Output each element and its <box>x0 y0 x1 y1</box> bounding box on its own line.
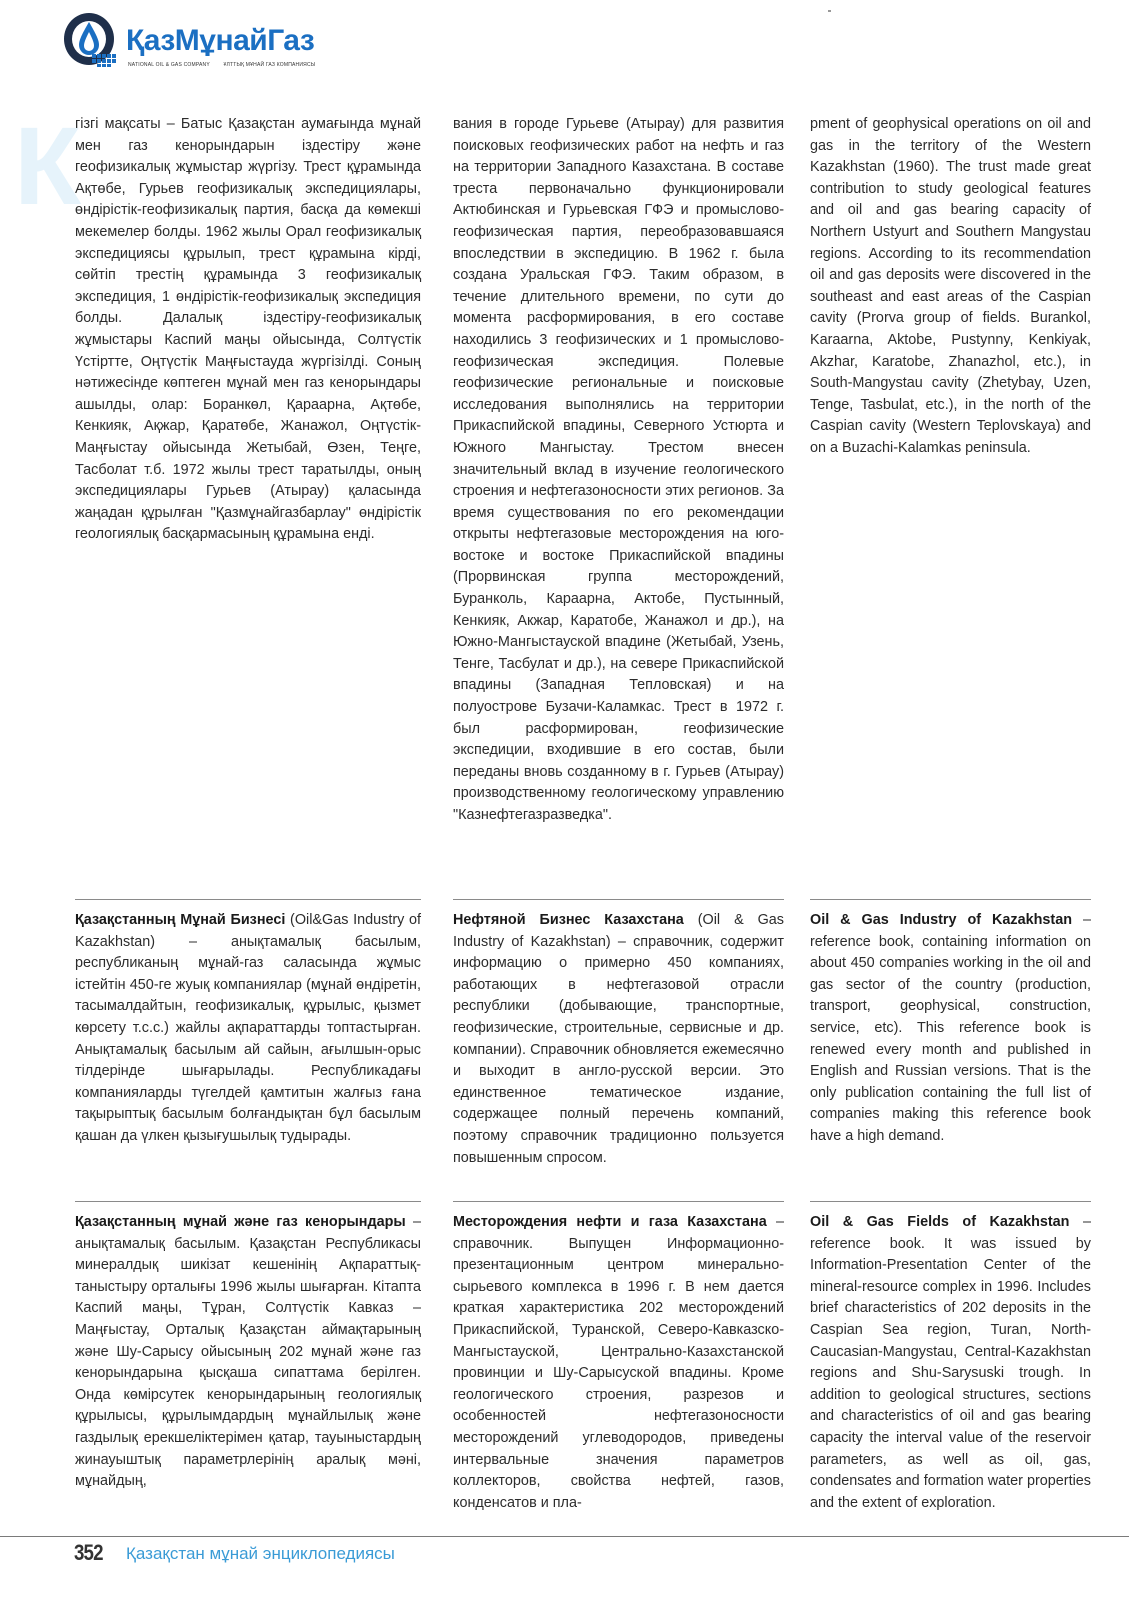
column-rule <box>75 1201 421 1202</box>
entry-title: Қазақстанның Мұнай Бизнесі <box>75 912 286 928</box>
entry-oil-gas-fields-ru <box>453 1212 784 1514</box>
entry-body: – справочник. Выпущен Информационно-презентационным центром минерально-сырьевого комплекса в 1996 г. В нем дается краткая характеристика 202 месторождений Прикаспийской, Туранской, Северо-Кавказско-Мангыстауской, Центрально-Казахстанской провинции и Шу-Сарысуской впадины. Кроме геологического строения, разрезов и особенностей нефтегазоносности месторождений углеводородов, приведены интервальные значения параметров коллекторов, свойства нефтей, газов, конденсатов и пла- <box>453 1214 784 1511</box>
brand-subtitle-en: NATIONAL OIL & GAS COMPANY <box>128 62 210 68</box>
brand-subtitle <box>128 62 327 68</box>
entry-body: (Oil&Gas Industry of Kazakhstan) – анықтамалық басылым, республиканың мұнай-газ саласында жұмыс істейтін 450-ге жуық компаниялар (мұнай өндіретін, тасымалдайтын, геофизикалық, құрылыс, қызмет көрсету т.с.с.) жайлы ақпараттарды топтастырған. Анықтамалық басылым ай сайын, ағылшын-орыс тілдерінде шығарылады. Республикадағы компанияларды түгелдей қамтитын жалғыз ғана тақырыптық басылым болғандықтан бұл басылым қашан да үлкен қызығушылық тудырады. <box>75 912 421 1144</box>
entry-oil-gas-industry-en <box>810 910 1091 1148</box>
entry-title: Қазақстанның мұнай және газ кенорындары <box>75 1214 406 1230</box>
entry-oil-gas-industry-ru <box>453 910 784 1169</box>
column-rule <box>453 899 784 900</box>
column-rule <box>810 1201 1091 1202</box>
column-rule <box>453 1201 784 1202</box>
entry-oil-gas-industry-kz <box>75 910 421 1148</box>
brand-name: ҚазМұнайГаз <box>126 24 315 57</box>
entry-body: – анықтамалық басылым. Қазақстан Республикасы минералдық шикізат кешенінің Ақпараттық-таныстыру орталығы 1996 жылы шығарған. Кітапта Каспий маңы, Тұран, Солтүстік Кавказ – Маңғыстау, Орталық Қазақстан аймақтарының және Шу-Сарысу ойысының 202 мұнай және газ кенорындарына қысқаша сипаттама берілген. Онда көмірсутек кенорындарының геологиялық құрылысы, құрылымдардың мұнайлылық және газдылық ерекшеліктерімен қатар, тауыныстардың жинауыштық параметрлерінің аралық мәні, мұнайдың, <box>75 1214 421 1490</box>
page-number: 352 <box>74 1540 103 1565</box>
column-rule <box>810 899 1091 900</box>
entry-title: Месторождения нефти и газа Казахстана <box>453 1214 767 1230</box>
kazmunaigaz-emblem-icon <box>62 12 120 68</box>
article-kz-text: гізгі мақсаты – Батыс Қазақстан аумағында мұнай мен газ кенорындарын іздестіру және геофизикалық жұмыстар жүргізу. Трест құрамында Ақтөбе, Гурьев геофизикалық экспедициялары, өндірістік-геофизикалық партия, басқа да көмекші мекемелер болды. 1962 жылы Орал геофизикалық экспедициясы құрылып, трест құрамына кірді, сөйтіп трестің құрамында 3 геофизикалық экспедиция, 1 өндірістік-геофизикалық экспедиция болды. Далалық іздестіру-геофизикалық жұмыстары Каспий маңы ойысында, Солтүстік Үстіртте, Оңтүстік Маңғыстауда жүргізілді. Соның нәтижесінде көптеген мұнай мен газ кенорындары ашылды, олар: Боранкөл, Қараарна, Ақтөбе, Кенкияк, Ақжар, Қаратөбе, Жанажол, Оңтүстік-Маңғыстау ойысында Жетыбай, Өзен, Теңге, Тасболат т.б. 1972 жылы трест таратылды, оның экспедициялары Гурьев (Атырау) қаласында жаңадан құрылған "Қазмұнайгазбарлау" өндірістік геологиялық басқармасының құрамына енді. <box>75 116 421 543</box>
publisher-logo <box>62 8 382 70</box>
entry-title: Oil & Gas Industry of Kazakhstan <box>810 912 1072 928</box>
entry-oil-gas-fields-kz <box>75 1212 421 1493</box>
article-ru-text: вания в городе Гурьеве (Атырау) для развития поисковых геофизических работ на нефть и газ на территории Западного Казахстана. В составе треста первоначально функционировали Актюбинская и Гурьевская ГФЭ и промыслово-геофизическая партия, переобразовавшаяся впоследствии в экспедицию. В 1962 г. была создана Уральская ГФЭ. Таким образом, в течение длительного времени, по сути до момента расформирования, в его составе находились 3 геофизических и 1 промыслово-геофизическая экспедиция. Полевые геофизические региональные и поисковые исследования выполнялись на территории Прикаспийской впадины, Северного Устюрта и Южного Мангыстау. Трестом внесен значительный вклад в изучение геологического строения и нефтегазоносности этих регионов. За время существования по его рекомендации открыты нефтегазовые месторождения на юго-востоке и востоке Прикаспийской впадины (Прорвинская группа месторождений, Буранколь, Караарна, Актобе, Пустынный, Кенкияк, Акжар, Каратобе, Жанажол и др.), на Южно-Мангыстауской впадине (Жетыбай, Узень, Тенге, Тасбулат и др.), на севере Прикаспийской впадины (Западная Тепловская) и на полуострове Бузачи-Каламкас. Трест в 1972 г. был расформирован, геофизические экспедиции, входившие в его состав, были переданы вновь созданному в г. Гурьев (Атырау) производственному геологическому управлению "Казнефтегазразведка". <box>453 116 784 823</box>
entry-body: (Oil & Gas Industry of Kazakhstan) – справочник, содержит информацию о примерно 450 компаниях, работающих в нефтегазовой отрасли республики (добывающие, транспортные, геофизические, строительные, сервисные и др. компании). Справочник обновляется ежемесячно и выходит в англо-русской версии. Это единственное тематическое издание, содержащее полный перечень компаний, поэтому справочник традиционно пользуется повышенным спросом. <box>453 912 784 1166</box>
drop-cap-watermark: К <box>14 105 82 228</box>
column-rule <box>75 899 421 900</box>
running-footer-title: Қазақстан мұнай энциклопедиясы <box>126 1544 395 1563</box>
footer-rule <box>0 1536 1129 1537</box>
entry-title: Oil & Gas Fields of Kazakhstan <box>810 1214 1070 1230</box>
entry-body: – reference book, containing information on about 450 companies working in the oil and gas sector of the country (production, transport, geophysical, construction, service, etc). This reference book is renewed every month and published in English and Russian versions. That is the only publication containing the full list of companies making this reference book have a high demand. <box>810 912 1091 1144</box>
entry-body: – reference book. It was issued by Information-Presentation Center of the mineral-resource complex in 1996. Includes brief characteristics of 202 deposits in the Caspian Sea region, Turan, North-Caucasian-Mangystau, Central-Kazakhstan regions and Shu-Sarysuski trough. In addition to geological structures, sections and characteristics of oil and gas bearing capacity the interval value of the reservoir parameters, as well as oil, gas, condensates and formation water properties and the extent of exploration. <box>810 1214 1091 1511</box>
article-en-text: pment of geophysical operations on oil and gas in the territory of the Western Kazakhstan (1960). The trust made great contribution to study geological features and oil and gas bearing capacity of Northern Ustyurt and Southern Mangystau regions. According to its recommendation oil and gas deposits were discovered in the southeast and east areas of the Caspian cavity (Prorva group of fields. Burankol, Karaarna, Aktobe, Pustynny, Kenkiyak, Akzhar, Karatobe, Zhanazhol, etc.), in South-Mangystau cavity (Zhetybay, Uzen, Tenge, Tasbulat, etc.), in the north of the Caspian cavity (Western Teplovskaya) and on a Buzachi-Kalamkas peninsula. <box>810 116 1091 456</box>
brand-subtitle-kz: ҰЛТТЫҚ МҰНАЙ ГАЗ КОМПАНИЯСЫ <box>223 62 316 68</box>
scan-speck <box>828 10 831 12</box>
entry-title: Нефтяной Бизнес Казахстана <box>453 912 684 928</box>
entry-oil-gas-fields-en <box>810 1212 1091 1514</box>
